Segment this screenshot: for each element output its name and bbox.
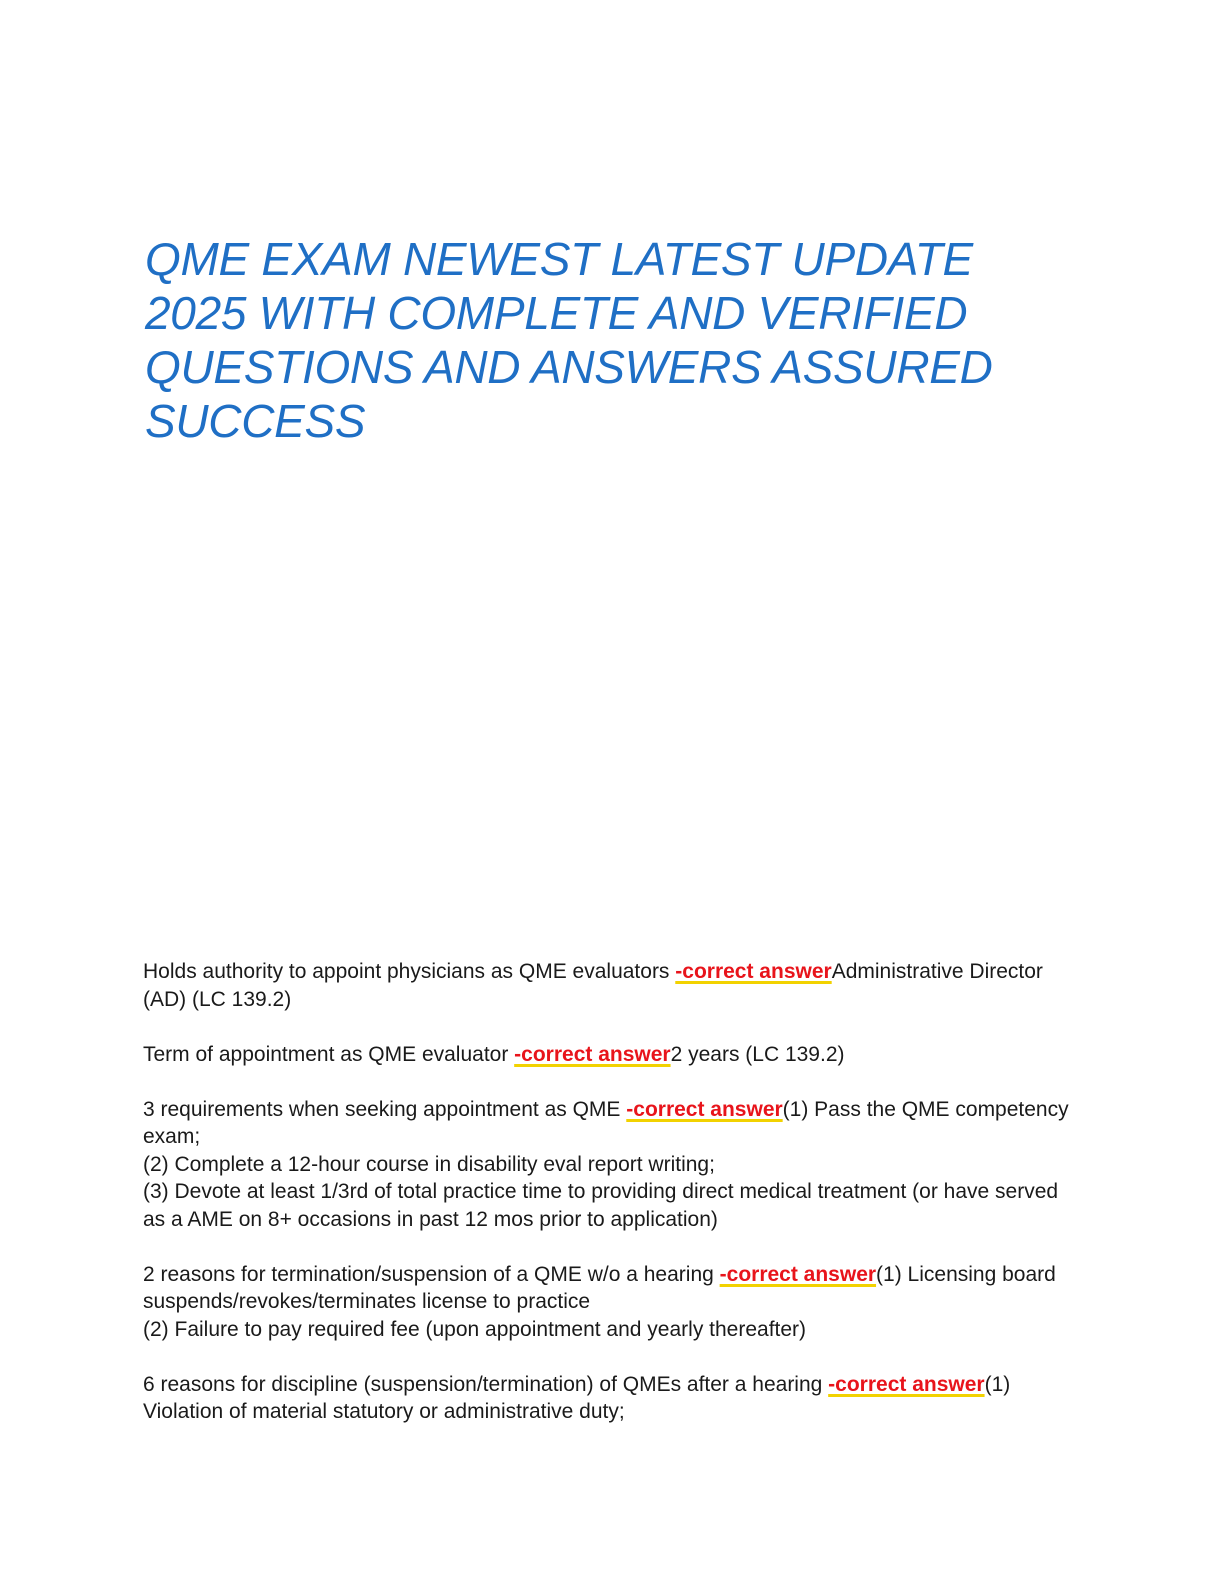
qa-list — [143, 958, 1078, 1453]
answer-line: (3) Devote at least 1/3rd of total practice time to providing direct medical treatment (or have served as a AME on 8+ occasions in past 12 mos prior to application) — [143, 1180, 1059, 1231]
correct-answer-marker: -correct answer — [626, 1097, 783, 1121]
answer-text: (1) Violation of material statutory or administrative duty; — [143, 1372, 1011, 1423]
question-text: Term of appointment as QME evaluator — [143, 1042, 515, 1066]
correct-answer-marker: -correct answer — [514, 1042, 671, 1066]
qa-item-5 — [143, 1371, 1078, 1426]
qa-item-3 — [143, 1096, 1078, 1234]
question-text: 6 reasons for discipline (suspension/termination) of QMEs after a hearing — [143, 1372, 829, 1396]
answer-text: 2 years (LC 139.2) — [670, 1042, 845, 1066]
answer-text: Administrative Director (AD) (LC 139.2) — [143, 960, 1043, 1011]
answer-text: (1) Pass the QME competency exam; — [143, 1097, 1069, 1148]
answer-line: (2) Complete a 12-hour course in disability eval report writing; — [143, 1152, 715, 1176]
qa-item-2 — [143, 1041, 1078, 1069]
question-text: 2 reasons for termination/suspension of a QME w/o a hearing — [143, 1262, 720, 1286]
qa-item-1 — [143, 958, 1078, 1013]
question-text: 3 requirements when seeking appointment as QME — [143, 1097, 627, 1121]
answer-text: (1) Licensing board suspends/revokes/terminates license to practice — [143, 1262, 1056, 1313]
correct-answer-marker: -correct answer — [675, 960, 832, 983]
document-title: QME EXAM NEWEST LATEST UPDATE 2025 WITH COMPLETE AND VERIFIED QUESTIONS AND ANSWERS ASSURED SUCCESS — [145, 233, 993, 447]
correct-answer-marker: -correct answer — [828, 1372, 985, 1396]
answer-line: (2) Failure to pay required fee (upon appointment and yearly thereafter) — [143, 1317, 807, 1341]
question-text: Holds authority to appoint physicians as QME evaluators — [143, 960, 676, 983]
correct-answer-marker: -correct answer — [719, 1262, 877, 1286]
qa-item-4 — [143, 1261, 1078, 1344]
